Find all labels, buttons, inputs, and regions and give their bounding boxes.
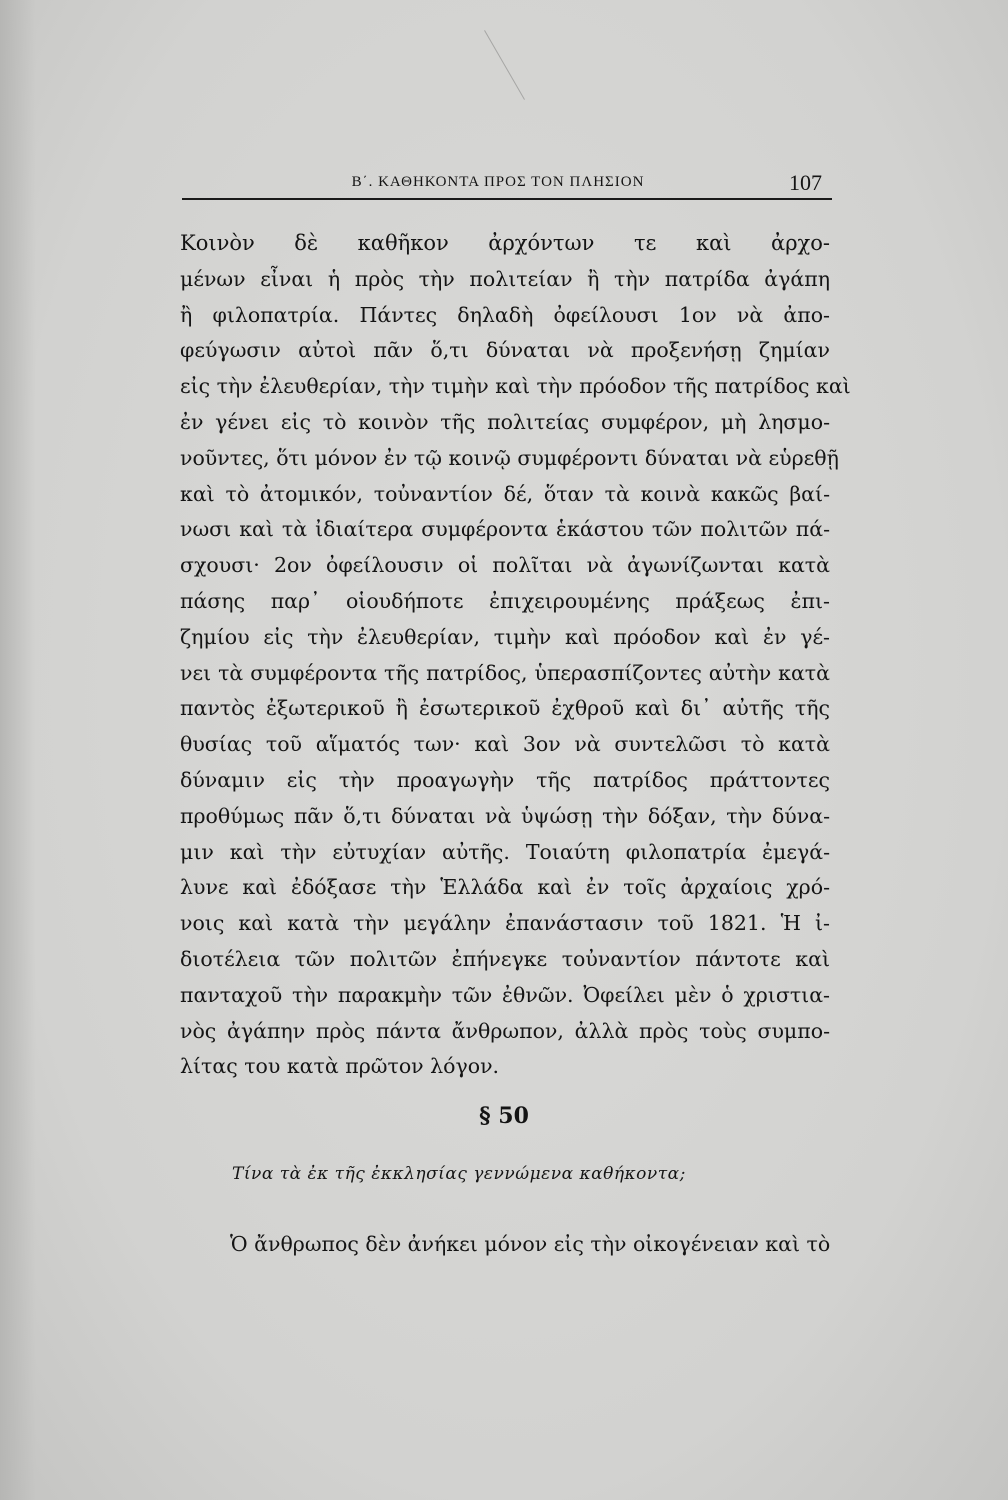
text-line: παντὸς ἐξωτερικοῦ ἢ ἐσωτερικοῦ ἐχθροῦ καὶ δι᾽ αὐτῆς τῆς: [180, 696, 830, 721]
text-line: ἢ φιλοπατρία. Πάντες δηλαδὴ ὀφείλουσι 1ον νὰ ἀπο-: [180, 302, 830, 327]
text-line: φεύγωσιν αὐτοὶ πᾶν ὅ,τι δύναται νὰ προξενήσῃ ζημίαν: [180, 338, 830, 363]
section-number: § 50: [479, 1103, 529, 1129]
text-line: σχουσι· 2ον ὀφείλουσιν οἱ πολῖται νὰ ἀγωνίζωνται κατὰ: [180, 553, 830, 578]
text-line: θυσίας τοῦ αἵματός των· καὶ 3ον νὰ συντελῶσι τὸ κατὰ: [180, 732, 830, 757]
text-line: νὸς ἀγάπην πρὸς πάντα ἄνθρωπον, ἀλλὰ πρὸς τοὺς συμπο-: [180, 1018, 830, 1043]
text-line: νοις καὶ κατὰ τὴν μεγάλην ἐπανάστασιν τοῦ 1821. Ἡ ἰ-: [180, 911, 830, 936]
text-line: προθύμως πᾶν ὅ,τι δύναται νὰ ὑψώσῃ τὴν δόξαν, τὴν δύνα-: [180, 803, 830, 828]
header-rule: [182, 198, 832, 200]
text-line: νωσι καὶ τὰ ἰδιαίτερα συμφέροντα ἑκάστου τῶν πολιτῶν πά-: [180, 517, 830, 542]
running-title: Β΄. ΚΑΘΗΚΟΝΤΑ ΠΡΟΣ ΤΟΝ ΠΛΗΣΙΟΝ: [351, 174, 645, 190]
text-line: νοῦντες, ὅτι μόνον ἐν τῷ κοινῷ συμφέροντι δύναται νὰ εὑρεθῇ: [180, 445, 839, 470]
text-line: πάσης παρ᾽ οἱουδήποτε ἐπιχειρουμένης πράξεως ἐπι-: [180, 588, 830, 613]
section-question: Τίνα τὰ ἐκ τῆς ἐκκλησίας γεννώμενα καθήκοντα;: [232, 1164, 686, 1184]
text-line: δύναμιν εἰς τὴν προαγωγὴν τῆς πατρίδος πράττοντες: [180, 767, 830, 792]
text-line: μιν καὶ τὴν εὐτυχίαν αὐτῆς. Τοιαύτη φιλοπατρία ἐμεγά-: [180, 839, 830, 864]
text-line: εἰς τὴν ἐλευθερίαν, τὴν τιμὴν καὶ τὴν πρόοδον τῆς πατρίδος καὶ: [180, 374, 851, 399]
text-line: πανταχοῦ τὴν παρακμὴν τῶν ἐθνῶν. Ὀφείλει μὲν ὁ χριστια-: [180, 982, 830, 1007]
page-number: 107: [789, 170, 822, 195]
text-line: νει τὰ συμφέροντα τῆς πατρίδος, ὑπερασπίζοντες αὐτὴν κατὰ: [180, 660, 830, 685]
text-line: καὶ τὸ ἀτομικόν, τοὐναντίον δέ, ὅταν τὰ κοινὰ κακῶς βαί-: [180, 481, 830, 506]
text-line: ζημίου εἰς τὴν ἐλευθερίαν, τιμὴν καὶ πρόοδον καὶ ἐν γέ-: [180, 624, 830, 649]
text-line: λίτας του κατὰ πρῶτον λόγον.: [180, 1054, 500, 1079]
spine-shadow: [0, 0, 36, 1500]
body-paragraph: [180, 226, 851, 1085]
section-first-line: Ὁ ἄνθρωπος δὲν ἀνήκει μόνον εἰς τὴν οἰκογένειαν καὶ τὸ: [230, 1232, 831, 1256]
text-line: διοτέλεια τῶν πολιτῶν ἐπήνεγκε τοὐναντίον πάντοτε καὶ: [180, 946, 830, 971]
text-line: ἐν γένει εἰς τὸ κοινὸν τῆς πολιτείας συμφέρον, μὴ λησμο-: [180, 409, 830, 434]
running-header: [178, 172, 828, 196]
text-line: Κοινὸν δὲ καθῆκον ἀρχόντων τε καὶ ἀρχο-: [180, 231, 830, 255]
text-line: λυνε καὶ ἐδόξασε τὴν Ἑλλάδα καὶ ἐν τοῖς ἀρχαίοις χρό-: [180, 875, 830, 900]
text-line: μένων εἶναι ἡ πρὸς τὴν πολιτείαν ἢ τὴν πατρίδα ἀγάπη: [180, 266, 830, 291]
page-smudge: [484, 0, 577, 100]
